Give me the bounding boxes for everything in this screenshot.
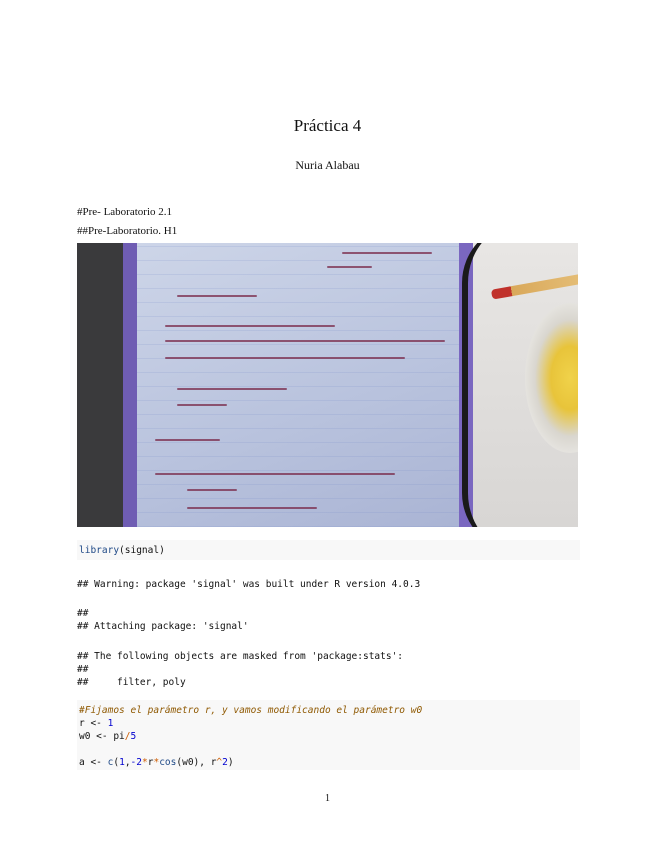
handwriting-line xyxy=(165,357,405,359)
output-attaching: ## ## Attaching package: 'signal' xyxy=(77,608,249,632)
code-comment: #Fijamos el parámetro r, y vamos modificando el parámetro w0 xyxy=(79,705,423,716)
handwriting-line xyxy=(327,266,372,268)
handwriting-line xyxy=(177,295,257,297)
handwriting-line xyxy=(155,473,395,475)
handwriting-line xyxy=(187,507,317,509)
notebook-photo xyxy=(77,243,578,527)
handwriting-line xyxy=(187,489,237,491)
document-title: Práctica 4 xyxy=(293,116,362,135)
handwriting-line xyxy=(177,404,227,406)
output-warning: ## Warning: package 'signal' was built under R version 4.0.3 xyxy=(77,579,421,590)
output-masked: ## The following objects are masked from 'package:stats': ## ## filter, poly xyxy=(77,651,404,688)
page-number: 1 xyxy=(325,793,330,804)
code-chunk-library xyxy=(77,540,580,560)
notebook-binding-left xyxy=(123,243,137,527)
code-line: r <- 1 xyxy=(79,718,114,729)
handwriting-line xyxy=(155,439,220,441)
document-author: Nuria Alabau xyxy=(295,158,360,172)
handwriting-line xyxy=(165,325,335,327)
notebook-sheet xyxy=(137,243,459,527)
section-heading-2: ##Pre-Laboratorio. H1 xyxy=(77,225,178,237)
code-line: library(signal) xyxy=(79,545,165,556)
code-line-blank xyxy=(79,743,580,756)
handwriting-line xyxy=(342,252,432,254)
code-chunk-parameters xyxy=(77,700,580,770)
code-line: w0 <- pi/5 xyxy=(79,731,137,742)
handwriting-line xyxy=(165,340,445,342)
handwriting-line xyxy=(177,388,287,390)
code-line: a <- c(1,-2*r*cos(w0), r^2) xyxy=(79,757,234,768)
section-heading-1: #Pre- Laboratorio 2.1 xyxy=(77,206,172,218)
